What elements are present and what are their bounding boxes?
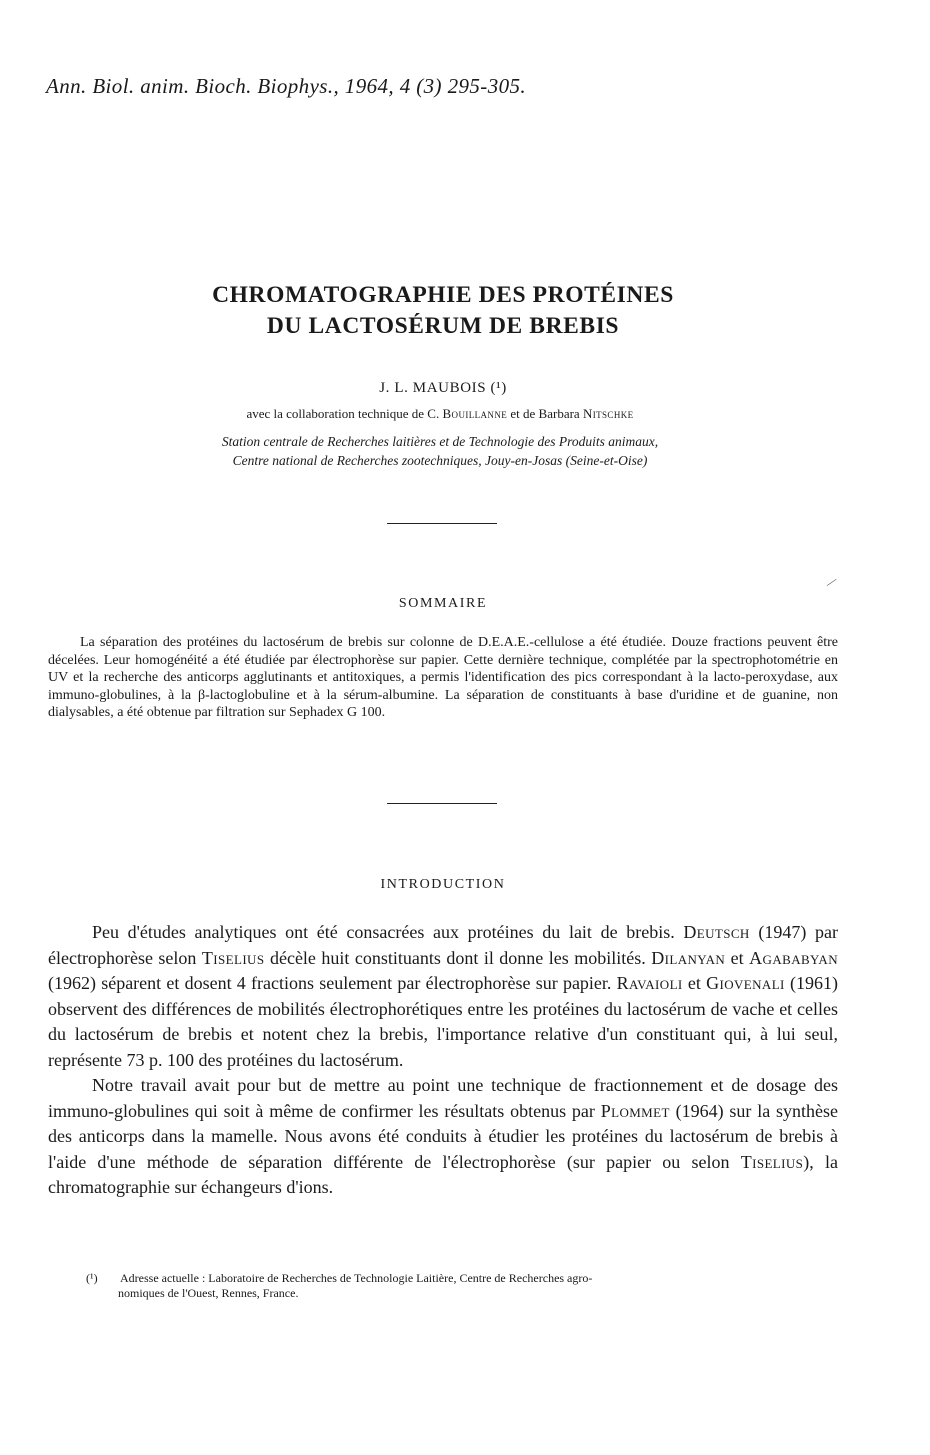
introduction-paragraph-2	[48, 1073, 838, 1201]
collaboration-middle: et de Barbara	[507, 406, 583, 421]
article-title	[0, 280, 886, 342]
cited-author: Giovenali	[706, 973, 785, 993]
journal-citation: Ann. Biol. anim. Bioch. Biophys., 1964, 4 (3) 295-305.	[46, 74, 527, 98]
text-run: (1962) séparent et dosent 4 fractions seulement par électrophorèse sur papier.	[48, 973, 617, 993]
text-run: (1961) observent des différences de mobilités électrophorétiques entre les protéines du lactosérum de vache et celles du lactosérum de brebis et notent chez la brebis, l'importance relative d'un constituant qui, à lui seul, représente 73 p. 100 des protéines du lactosérum.	[48, 973, 838, 1070]
cited-author: Tiselius	[740, 1151, 804, 1172]
text-run: (1964) sur la synthèse des anticorps dans la mamelle. Nous avons été conduits à étudier les protéines du lactosérum de brebis à l'aide d'une méthode de séparation différente de l'électrophorèse (sur papier ou selon	[48, 1100, 838, 1172]
cited-author: Tiselius	[201, 947, 265, 968]
sommaire-heading: SOMMAIRE	[398, 596, 488, 611]
margin-mark: ⁄	[827, 576, 836, 591]
text-run: et	[682, 973, 707, 993]
affiliation-line-2: Centre national de Recherches zootechniques, Jouy-en-Josas (Seine-et-Oise)	[232, 453, 648, 468]
footnote-line-1	[48, 1271, 838, 1286]
text-run: (1947) par électrophorèse selon	[48, 922, 838, 968]
section-divider	[387, 523, 497, 524]
collaboration-prefix: avec la collaboration technique de C.	[246, 406, 443, 421]
text-run: ), la chromatographie sur échangeurs d'ions.	[48, 1151, 838, 1197]
cited-author: Plommet	[600, 1100, 670, 1121]
collaborator-name-2: Nitschke	[582, 406, 634, 421]
introduction-body	[48, 920, 838, 1201]
author-name: J. L. MAUBOIS (¹)	[379, 380, 507, 396]
introduction-paragraph-1	[48, 920, 838, 1073]
abstract-text: La séparation des protéines du lactosérum de brebis sur colonne de D.E.A.E.-cellulose a été étudiée. Douze fractions peuvent être décelées. Leur homogénéité a été étudiée par électrophorèse sur papier. Cette dernière technique, complétée par la spectrophotométrie en UV et la recherche des anticorps agglutinants et antitoxiques, a permis l'identification des pics correspondant à la lacto-peroxydase, aux immuno-globulines, à la β-lactoglobuline et à la sérum-albumine. La séparation de constituants à base d'uridine et de guanine, non dialysables, a été obtenue par filtration sur Sephadex G 100.	[48, 635, 838, 720]
introduction-heading: INTRODUCTION	[380, 877, 506, 892]
footnote-text: Adresse actuelle : Laboratoire de Recherches de Technologie Laitière, Centre de Recherches agro-	[120, 1271, 593, 1285]
cited-author: Ravaioli	[616, 973, 683, 993]
affiliation	[0, 432, 880, 470]
section-divider	[387, 803, 497, 804]
affiliation-line-1: Station centrale de Recherches laitières et de Technologie des Produits animaux,	[221, 434, 659, 449]
cited-author: Deutsch	[683, 922, 750, 942]
title-line-2: DU LACTOSÉRUM DE BREBIS	[266, 313, 620, 339]
text-run: et	[725, 947, 750, 968]
cited-author: Dilanyan	[651, 947, 726, 968]
text-run: décèle huit constituants dont il donne les mobilités.	[264, 947, 652, 968]
footnote-mark: (¹)	[86, 1271, 98, 1285]
title-line-1: CHROMATOGRAPHIE DES PROTÉINES	[212, 282, 674, 308]
text-run: Notre travail avait pour but de mettre au point une technique de fractionnement et de dosage des immuno-globulines qui soit à même de confirmer les résultats obtenus par	[48, 1075, 838, 1121]
cited-author: Agababyan	[749, 947, 838, 968]
text-run: Peu d'études analytiques ont été consacrées aux protéines du lait de brebis.	[92, 922, 684, 942]
footnote-line-2: nomiques de l'Ouest, Rennes, France.	[118, 1286, 299, 1300]
collaborator-name-1: Bouillanne	[442, 406, 508, 421]
abstract	[48, 634, 838, 722]
collaboration-line	[0, 406, 880, 422]
footnote	[48, 1271, 838, 1301]
